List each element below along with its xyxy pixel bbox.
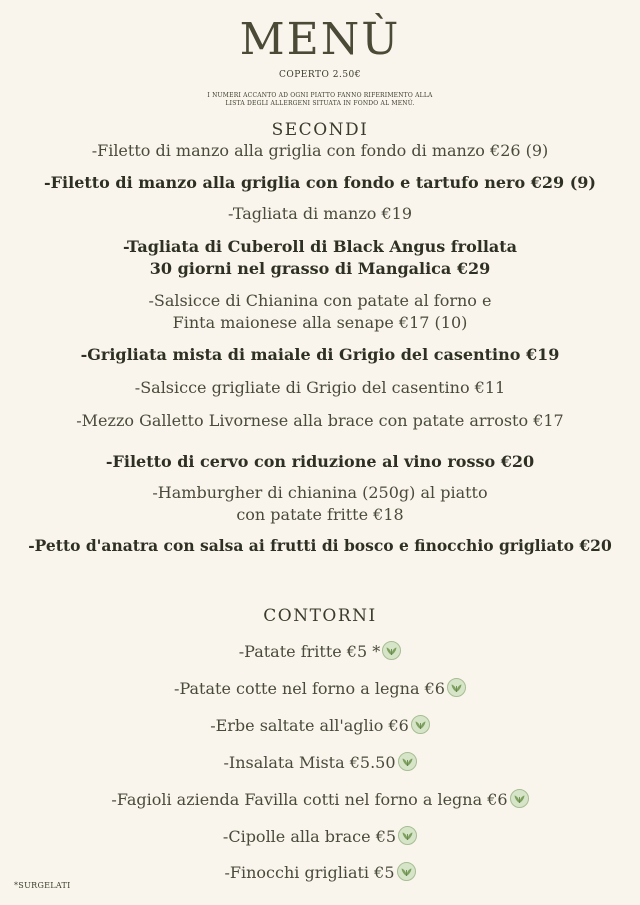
menu-item-line: 30 giorni nel grasso di Mangalica €29 bbox=[149, 259, 491, 278]
menu-item: -Filetto di manzo alla griglia con fondo di manzo €26 (9) bbox=[91, 141, 549, 160]
side-item bbox=[0, 826, 640, 848]
side-item-label: -Patate fritte €5 * bbox=[238, 642, 381, 661]
side-item-label: -Finocchi grigliati €5 bbox=[224, 863, 395, 882]
menu-item-line: -Salsicce di Chianina con patate al forno e bbox=[148, 291, 492, 310]
section-title-contorni: CONTORNI bbox=[263, 606, 377, 626]
side-item-label: -Insalata Mista €5.50 bbox=[223, 753, 396, 772]
allergen-note bbox=[180, 92, 460, 108]
menu-item: -Tagliata di manzo €19 bbox=[227, 204, 413, 223]
section-title-secondi: SECONDI bbox=[271, 120, 369, 140]
menu-item-line: -Hamburgher di chianina (250g) al piatto bbox=[152, 483, 488, 502]
menu-item: -Filetto di manzo alla griglia con fondo e tartufo nero €29 (9) bbox=[44, 173, 596, 192]
menu-title: MENÙ bbox=[239, 14, 401, 65]
side-item bbox=[0, 678, 640, 700]
menu-item bbox=[0, 482, 640, 526]
coperto-price: COPERTO 2.50€ bbox=[278, 70, 361, 80]
menu-item: -Mezzo Galletto Livornese alla brace con patate arrosto €17 bbox=[76, 411, 564, 430]
side-item-label: -Erbe saltate all'aglio €6 bbox=[210, 716, 409, 735]
menu-item-line: con patate fritte €18 bbox=[236, 505, 404, 524]
vegetarian-leaf-icon bbox=[510, 789, 529, 808]
menu-item bbox=[0, 290, 640, 334]
side-item-label: -Patate cotte nel forno a legna €6 bbox=[174, 679, 445, 698]
side-item bbox=[0, 752, 640, 774]
side-item bbox=[0, 641, 640, 663]
menu-item: -Salsicce grigliate di Grigio del casentino €11 bbox=[134, 378, 506, 397]
menu-item: -Petto d'anatra con salsa ai frutti di bosco e finocchio grigliato €20 bbox=[28, 536, 612, 555]
side-item-label: -Cipolle alla brace €5 bbox=[222, 827, 397, 846]
side-item bbox=[0, 789, 640, 811]
vegetarian-leaf-icon bbox=[397, 862, 416, 881]
vegetarian-leaf-icon bbox=[382, 641, 401, 660]
menu-item: -Filetto di cervo con riduzione al vino rosso €20 bbox=[105, 452, 535, 471]
menu-item-line: -Tagliata di Cuberoll di Black Angus frollata bbox=[122, 237, 518, 256]
vegetarian-leaf-icon bbox=[398, 826, 417, 845]
vegetarian-leaf-icon bbox=[411, 715, 430, 734]
allergen-note-line: I NUMERI ACCANTO AD OGNI PIATTO FANNO RIFERIMENTO ALLA bbox=[207, 92, 433, 99]
vegetarian-leaf-icon bbox=[447, 678, 466, 697]
allergen-note-line: LISTA DEGLI ALLERGENI SITUATA IN FONDO AL MENÙ. bbox=[225, 100, 415, 107]
menu-item-line: Finta maionese alla senape €17 (10) bbox=[172, 313, 468, 332]
menu-item: -Grigliata mista di maiale di Grigio del casentino €19 bbox=[80, 345, 560, 364]
side-item bbox=[0, 862, 640, 884]
side-item-label: -Fagioli azienda Favilla cotti nel forno a legna €6 bbox=[111, 790, 508, 809]
frozen-footnote: *SURGELATI bbox=[14, 881, 71, 890]
vegetarian-leaf-icon bbox=[398, 752, 417, 771]
side-item bbox=[0, 715, 640, 737]
menu-item bbox=[0, 236, 640, 280]
